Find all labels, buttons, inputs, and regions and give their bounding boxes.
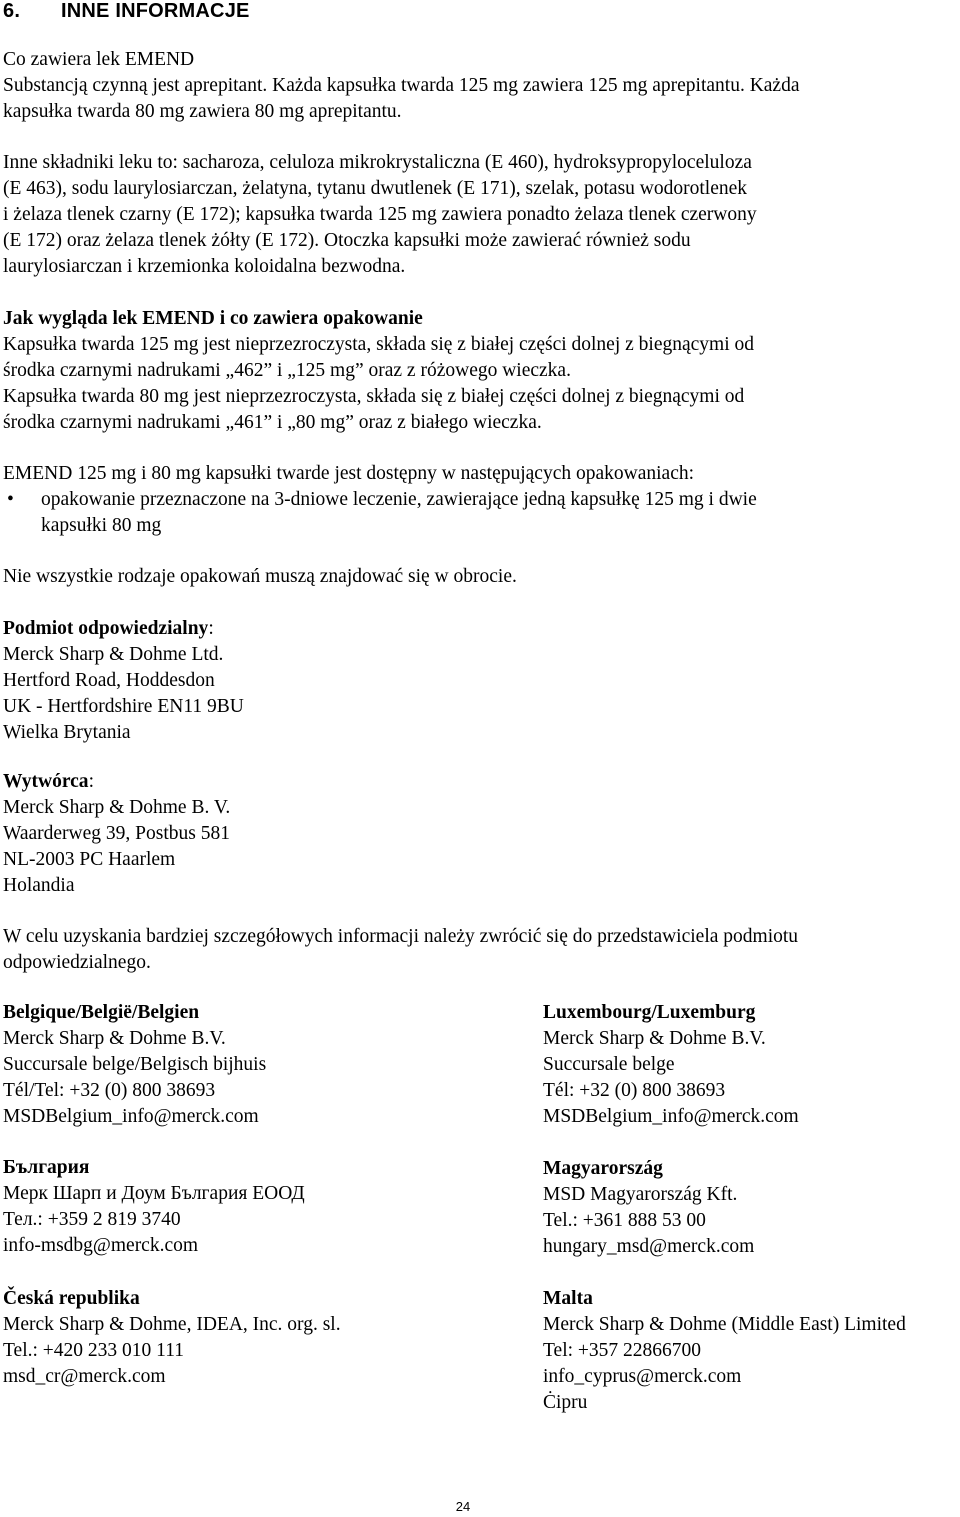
appearance-block [3, 306, 953, 436]
representative-entry [3, 1286, 341, 1390]
rep-email: msd_cr@merck.com [3, 1366, 166, 1387]
active-substance-line: kapsułka twarda 80 mg zawiera 80 mg aprepitantu. [3, 101, 402, 122]
page-number: 24 [455, 1499, 471, 1514]
mah-line: Hertford Road, Hoddesdon [3, 670, 215, 691]
availability-note [3, 564, 953, 590]
appearance-line: Kapsułka twarda 80 mg jest nieprzezroczysta, składa się z białej części dolnej z biegnącymi od [3, 386, 745, 407]
rep-line: Tel: +357 22866700 [543, 1340, 702, 1361]
packs-block [3, 461, 953, 539]
rep-line: Succursale belge [543, 1054, 675, 1075]
pack-item-line: kapsułki 80 mg [41, 515, 162, 536]
mah-line: Wielka Brytania [3, 722, 131, 743]
packs-intro: EMEND 125 mg i 80 mg kapsułki twarde jest dostępny w następujących opakowaniach: [3, 463, 695, 484]
rep-line: Succursale belge/Belgisch bijhuis [3, 1054, 267, 1075]
manufacturer-line: Waarderweg 39, Postbus 581 [3, 823, 230, 844]
section-heading [3, 0, 250, 24]
appearance-line: Kapsułka twarda 125 mg jest nieprzezroczysta, składa się z białej części dolnej z biegnącymi od [3, 334, 755, 355]
rep-line: Merck Sharp & Dohme (Middle East) Limited [543, 1314, 906, 1335]
appearance-line: środka czarnymi nadrukami „461” i „80 mg” oraz z białego wieczka. [3, 412, 542, 433]
rep-email: info-msdbg@merck.com [3, 1235, 199, 1256]
rep-email: hungary_msd@merck.com [543, 1236, 755, 1257]
mah-block [3, 616, 953, 746]
rep-line: Tél: +32 (0) 800 38693 [543, 1080, 726, 1101]
country-name: Luxembourg/Luxemburg [543, 1002, 756, 1023]
rep-line: Merck Sharp & Dohme, IDEA, Inc. org. sl. [3, 1314, 341, 1335]
rep-email: info_cyprus@merck.com [543, 1366, 742, 1387]
rep-line: Tel.: +420 233 010 111 [3, 1340, 184, 1361]
rep-line: MSD Magyarország Kft. [543, 1184, 738, 1205]
excipients-line: (E 172) oraz żelaza tlenek żółty (E 172). Otoczka kapsułki może zawierać również sodu [3, 230, 691, 251]
excipients-line: (E 463), sodu laurylosiarczan, żelatyna, tytanu dwutlenek (E 171), szelak, potasu wodorotlenek [3, 178, 748, 199]
rep-line: Merck Sharp & Dohme B.V. [3, 1028, 226, 1049]
representative-entry [543, 1000, 799, 1130]
pack-item-line: opakowanie przeznaczone na 3-dniowe leczenie, zawierające jedną kapsułkę 125 mg i dwie [41, 489, 757, 510]
composition-block [3, 47, 953, 125]
manufacturer-label: Wytwórca [3, 771, 89, 792]
representative-entry [543, 1286, 906, 1416]
rep-email: MSDBelgium_info@merck.com [3, 1106, 259, 1127]
section-number: 6. [3, 0, 21, 22]
mah-line: UK - Hertfordshire EN11 9BU [3, 696, 244, 717]
manufacturer-line: Merck Sharp & Dohme B. V. [3, 797, 231, 818]
mah-label: Podmiot odpowiedzialny [3, 618, 209, 639]
manufacturer-colon: : [88, 771, 94, 792]
mah-colon: : [208, 618, 214, 639]
rep-line: Tél/Tel: +32 (0) 800 38693 [3, 1080, 216, 1101]
rep-line: Tel.: +361 888 53 00 [543, 1210, 706, 1231]
appearance-line: środka czarnymi nadrukami „462” i „125 mg” oraz z różowego wieczka. [3, 360, 571, 381]
manufacturer-line: Holandia [3, 875, 75, 896]
country-name: Česká republika [3, 1288, 140, 1309]
excipients-line: laurylosiarczan i krzemionka koloidalna bezwodna. [3, 256, 406, 277]
representative-entry [3, 1000, 266, 1130]
rep-line: Merck Sharp & Dohme B.V. [543, 1028, 766, 1049]
not-all-packs-text: Nie wszystkie rodzaje opakowań muszą znajdować się w obrocie. [3, 566, 517, 587]
contact-info-line: W celu uzyskania bardziej szczegółowych informacji należy zwrócić się do przedstawiciela podmiotu [3, 926, 799, 947]
section-title: INNE INFORMACJE [61, 0, 250, 22]
country-name: Magyarország [543, 1158, 663, 1179]
active-substance-line: Substancją czynną jest aprepitant. Każda kapsułka twarda 125 mg zawiera 125 mg aprepitantu. Każda [3, 75, 800, 96]
rep-email: MSDBelgium_info@merck.com [543, 1106, 799, 1127]
excipients-line: Inne składniki leku to: sacharoza, celuloza mikrokrystaliczna (E 460), hydroksypropyloceluloza [3, 152, 752, 173]
mah-line: Merck Sharp & Dohme Ltd. [3, 644, 224, 665]
country-name: Belgique/België/Belgien [3, 1002, 200, 1023]
appearance-heading: Jak wygląda lek EMEND i co zawiera opakowanie [3, 308, 423, 329]
manufacturer-block [3, 769, 953, 899]
pack-list-item [3, 487, 953, 539]
excipients-block [3, 150, 953, 280]
contact-info-block [3, 924, 953, 976]
excipients-line: i żelaza tlenek czarny (E 172); kapsułka twarda 125 mg zawiera ponadto żelaza tlenek czerwony [3, 204, 757, 225]
representative-entry [3, 1155, 305, 1259]
country-name: Malta [543, 1288, 593, 1309]
contact-info-line: odpowiedzialnego. [3, 952, 151, 973]
rep-line: Тел.: +359 2 819 3740 [3, 1209, 181, 1230]
bullet-icon: • [7, 489, 14, 510]
country-name: България [3, 1157, 90, 1178]
rep-line: Ċipru [543, 1392, 588, 1413]
manufacturer-line: NL-2003 PC Haarlem [3, 849, 176, 870]
composition-heading: Co zawiera lek EMEND [3, 49, 195, 70]
representative-entry [543, 1156, 754, 1260]
rep-line: Мерк Шарп и Доум България ЕООД [3, 1183, 305, 1204]
